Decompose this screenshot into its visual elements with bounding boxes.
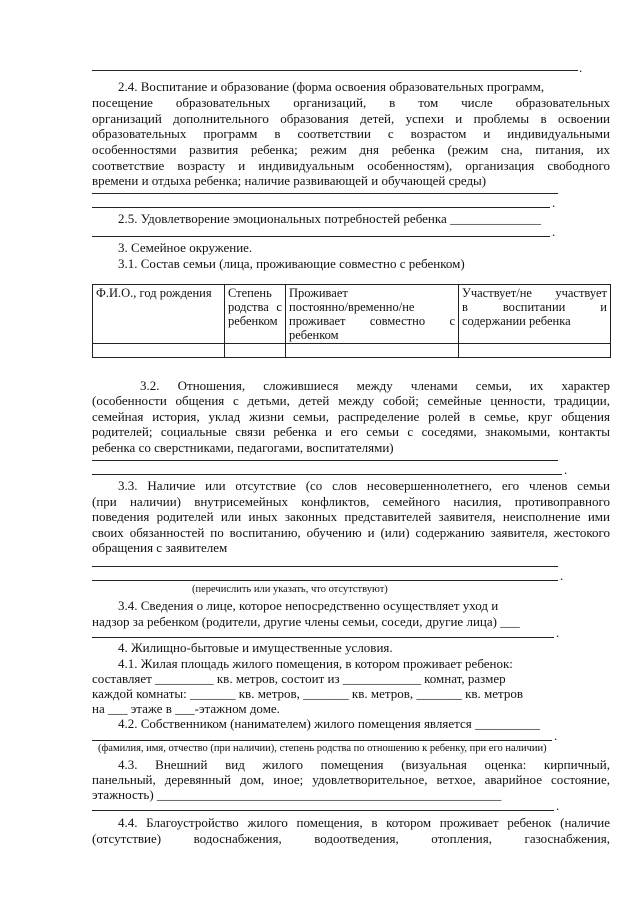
section-4-1-line-1: 4.1. Жилая площадь жилого помещения, в котором проживает ребенок: [118, 656, 513, 671]
line-end-period: . [564, 462, 568, 477]
section-2-4-line-3: организаций дополнительного образования детей, успехи и проблемы в освоении [92, 111, 610, 126]
section-2-4-line-6: соответствие возрасту и индивидуальным особенностям), организация свободного [92, 158, 610, 173]
section-4-1-line-2: составляет _________ кв. метров, состоит из ____________ комнат, размер [92, 671, 506, 686]
section-2-4-line-4: образовательных программ в соответствии с возрастом и индивидуальными [92, 126, 610, 141]
family-composition-table [92, 284, 611, 358]
section-4-3-line-2: панельный, деревянный дом, иное; удовлетворительное, ветхое, аварийное состояние, [92, 772, 610, 787]
line-end-period: . [556, 798, 560, 813]
line-end-period: . [560, 568, 564, 583]
section-2-5: 2.5. Удовлетворение эмоциональных потребностей ребенка ______________ [118, 211, 542, 226]
section-3-2-line-3: семейная история, уклад жизни семьи, распределение ролей в семье, круг общения [92, 409, 610, 424]
section-4-4-line-1: 4.4. Благоустройство жилого помещения, в котором проживает ребенок (наличие [118, 815, 610, 830]
section-3-3-line-3: поведения родителей или иных законных представителей заявителя, неисполнение ими [92, 509, 610, 524]
section-3-2-line-1: 3.2. Отношения, сложившиеся между членами семьи, их характер [140, 378, 610, 393]
section-4-3-line-3: этажность) _____________________________________________________ [92, 787, 502, 802]
section-3-2-line-5: ребенка со сверстниками, педагогами, воспитателями) [92, 440, 394, 455]
table-cell[interactable] [225, 344, 286, 358]
blank-line [92, 474, 562, 475]
section-4-1-line-3: каждой комнаты: _______ кв. метров, _______ кв. метров, _______ кв. метров [92, 686, 524, 701]
table-cell[interactable] [459, 344, 611, 358]
blank-line [92, 193, 558, 194]
blank-line [92, 637, 554, 638]
section-2-4-line-5: особенностями развития ребенка; режим дня ребенка (режим сна, питания, их [92, 142, 610, 157]
section-3-3-line-4: своих обязанностей по воспитанию, обучению и (или) содержанию заявителя, жестокого [92, 525, 610, 540]
section-4-4-line-2: (отсутствие) водоснабжения, водоотведения, отопления, газоснабжения, [92, 831, 610, 846]
line-end-period: . [552, 224, 556, 239]
header-residence: Проживает постоянно/временно/не проживает совместно с ребенком [286, 285, 459, 344]
header-participation: Участвует/не участвует в воспитании и содержании ребенка [459, 285, 611, 344]
section-3-3-line-1: 3.3. Наличие или отсутствие (со слов несовершеннолетнего, его членов семьи [118, 478, 610, 493]
section-3-1-title: 3.1. Состав семьи (лица, проживающие совместно с ребенком) [118, 256, 465, 271]
section-3-4-line-1: 3.4. Сведения о лице, которое непосредственно осуществляет уход и [118, 598, 499, 613]
header-relation: Степень родства с ребенком [225, 285, 286, 344]
table-cell[interactable] [93, 344, 225, 358]
section-3-4-line-2: надзор за ребенком (родители, другие члены семьи, соседи, другие лица) ___ [92, 614, 520, 629]
blank-line [92, 580, 558, 581]
section-3-2-line-2: (особенности общения с детьми, детей между собой; семейные ценности, традиции, [92, 393, 610, 408]
section-2-4-line-7: времени и отдыха ребенка; наличие развивающей и обучающей среды) [92, 173, 487, 188]
section-3-3-caption: (перечислить или указать, что отсутствуют) [192, 584, 388, 595]
section-4-1-line-4: на ___ этаже в ___-этажном доме. [92, 701, 280, 716]
blank-line [92, 70, 578, 71]
section-4-2-caption: (фамилия, имя, отчество (при наличии), степень родства по отношению к ребенку, при его наличии) [98, 743, 547, 754]
blank-line [92, 460, 558, 461]
section-3-3-line-2: (при наличии) внутрисемейных конфликтов, семейного насилия, противоправного [92, 494, 610, 509]
line-end-period: . [554, 728, 558, 743]
line-end-period: . [556, 625, 560, 640]
section-3-3-line-5: обращения с заявителем [92, 540, 228, 555]
table-cell[interactable] [286, 344, 459, 358]
header-fio: Ф.И.О., год рождения [93, 285, 225, 344]
section-3-2-line-4: родителей; социальные связи ребенка и его семьи с соседями, знакомыми, контакты [92, 424, 610, 439]
section-4-3-line-1: 4.3. Внешний вид жилого помещения (визуальная оценка: кирпичный, [118, 757, 610, 772]
table-row [93, 344, 611, 358]
blank-line [92, 207, 550, 208]
section-4-2: 4.2. Собственником (нанимателем) жилого помещения является __________ [118, 716, 540, 731]
section-4-title: 4. Жилищно-бытовые и имущественные условия. [118, 640, 393, 655]
section-2-4-line-1: 2.4. Воспитание и образование (форма освоения образовательных программ, [118, 79, 545, 94]
line-end-period: . [552, 195, 556, 210]
line-end-period: . [579, 60, 583, 75]
blank-line [92, 740, 552, 741]
section-3-title: 3. Семейное окружение. [118, 240, 253, 255]
table-header-row [93, 285, 611, 344]
blank-line [92, 810, 554, 811]
section-2-4-line-2: посещение образовательных организаций, в том числе образовательных [92, 95, 610, 110]
blank-line [92, 566, 558, 567]
blank-line [92, 236, 550, 237]
